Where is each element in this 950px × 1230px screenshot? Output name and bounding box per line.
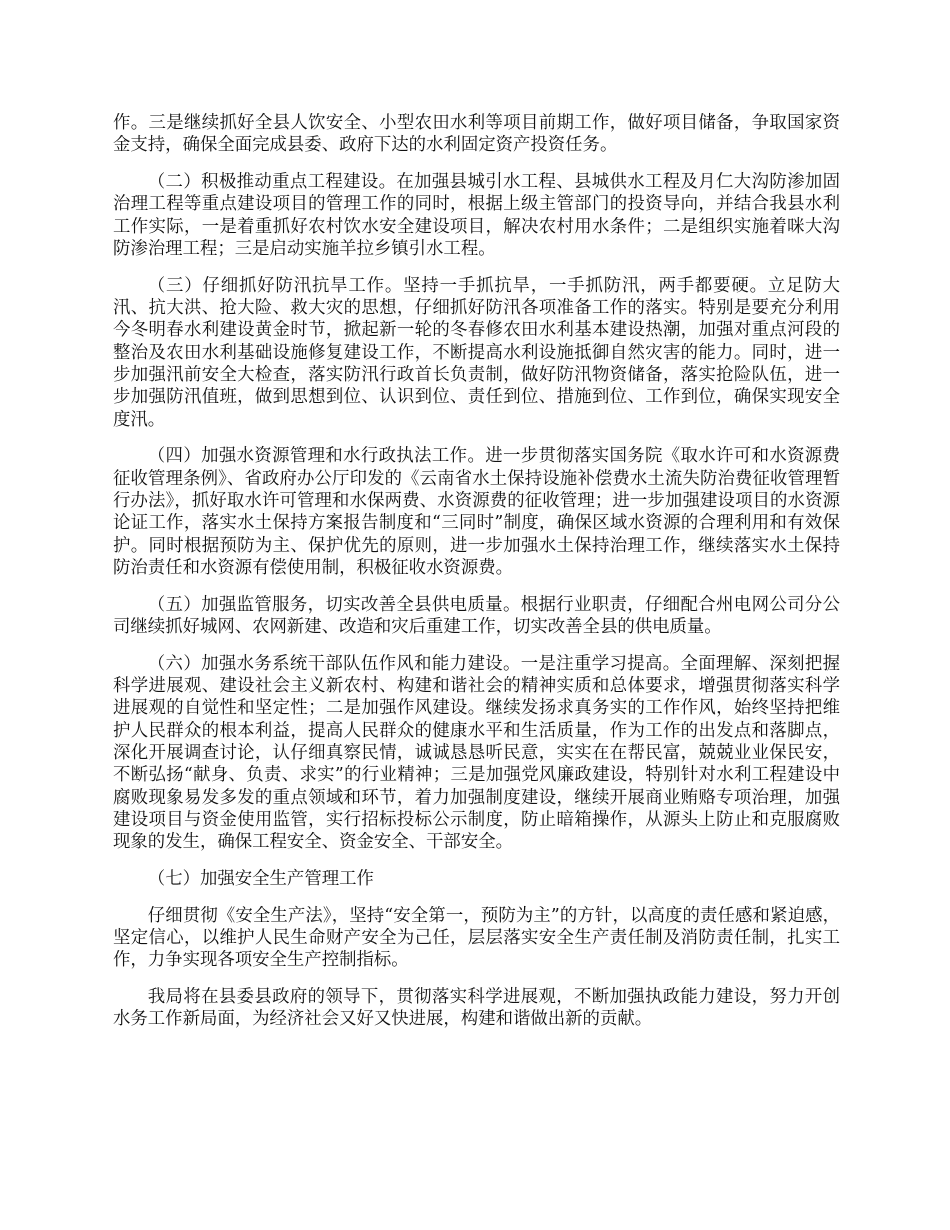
paragraph-section-7-body: 仔细贯彻《安全生产法》，坚持“安全第一，预防为主”的方针，以高度的责任感和紧迫感，坚定信心，以维护人民生命财产安全为己任，层层落实安全生产责任制及消防责任制，扎实工作，力争实现各项安全生产控制指标。 bbox=[113, 905, 840, 971]
section-heading-7: （七）加强安全生产管理工作 bbox=[147, 868, 374, 889]
paragraph-section-4: （四）加强水资源管理和水行政执法工作。进一步贯彻落实国务院《取水许可和水资源费征收管理条例》、省政府办公厅印发的《云南省水土保持设施补偿费水土流失防治费征收管理暂行办法》，抓好取水许可管理和水保两费、水资源费的征收管理；进一步加强建设项目的水资源论证工作，落实水土保持方案报告制度和“三同时”制度，确保区域水资源的合理利用和有效保护。同时根据预防为主、保护优先的原则，进一步加强水土保持治理工作，继续落实水土保持防治责任和水资源有偿使用制，积极征收水资源费。 bbox=[113, 446, 840, 578]
paragraph-conclusion: 我局将在县委县政府的领导下，贯彻落实科学进展观，不断加强执政能力建设，努力开创水务工作新局面，为经济社会又好又快进展，构建和谐做出新的贡献。 bbox=[113, 987, 840, 1030]
paragraph-section-2: （二）积极推动重点工程建设。在加强县城引水工程、县城供水工程及月仁大沟防渗加固治理工程等重点建设项目的管理工作的同时，根据上级主管部门的投资导向，并结合我县水利工作实际，一是着重抓好农村饮水安全建设项目，解决农村用水条件；二是组织实施着咪大沟防渗治理工程；三是启动实施羊拉乡镇引水工程。 bbox=[113, 172, 840, 259]
paragraph-continuation: 作。三是继续抓好全县人饮安全、小型农田水利等项目前期工作，做好项目储备，争取国家资金支持，确保全面完成县委、政府下达的水利固定资产投资任务。 bbox=[113, 113, 840, 156]
paragraph-section-3: （三）仔细抓好防汛抗旱工作。坚持一手抓抗旱，一手抓防汛，两手都要硬。立足防大汛、抗大洪、抢大险、救大灾的思想，仔细抓好防汛各项准备工作的落实。特别是要充分利用今冬明春水利建设黄金时节，掀起新一轮的冬春修农田水利基本建设热潮，加强对重点河段的整治及农田水利基础设施修复建设工作，不断提高水利设施抵御自然灾害的能力。同时，进一步加强汛前安全大检查，落实防汛行政首长负责制，做好防汛物资储备，落实抢险队伍，进一步加强防汛值班，做到思想到位、认识到位、责任到位、措施到位、工作到位，确保实现安全度汛。 bbox=[113, 275, 840, 430]
document-body bbox=[113, 112, 840, 1045]
paragraph-section-6: （六）加强水务系统干部队伍作风和能力建设。一是注重学习提高。全面理解、深刻把握科学进展观、建设社会主义新农村、构建和谐社会的精神实质和总体要求，增强贯彻落实科学进展观的自觉性和坚定性；二是加强作风建设。继续发扬求真务实的工作作风，始终坚持把维护人民群众的根本利益，提高人民群众的健康水平和生活质量，作为工作的出发点和落脚点，深化开展调查讨论，认仔细真察民情，诚诚恳恳听民意，实实在在帮民富，兢兢业业保民安，不断弘扬“献身、负责、求实”的行业精神；三是加强党风廉政建设，特别针对水利工程建设中腐败现象易发多发的重点领域和环节，着力加强制度建设，继续开展商业贿赂专项治理，加强建设项目与资金使用监管，实行招标投标公示制度，防止暗箱操作，从源头上防止和克服腐败现象的发生，确保工程安全、资金安全、干部安全。 bbox=[113, 653, 840, 853]
paragraph-section-5: （五）加强监管服务，切实改善全县供电质量。根据行业职责，仔细配合州电网公司分公司继续抓好城网、农网新建、改造和灾后重建工作，切实改善全县的供电质量。 bbox=[113, 594, 840, 637]
